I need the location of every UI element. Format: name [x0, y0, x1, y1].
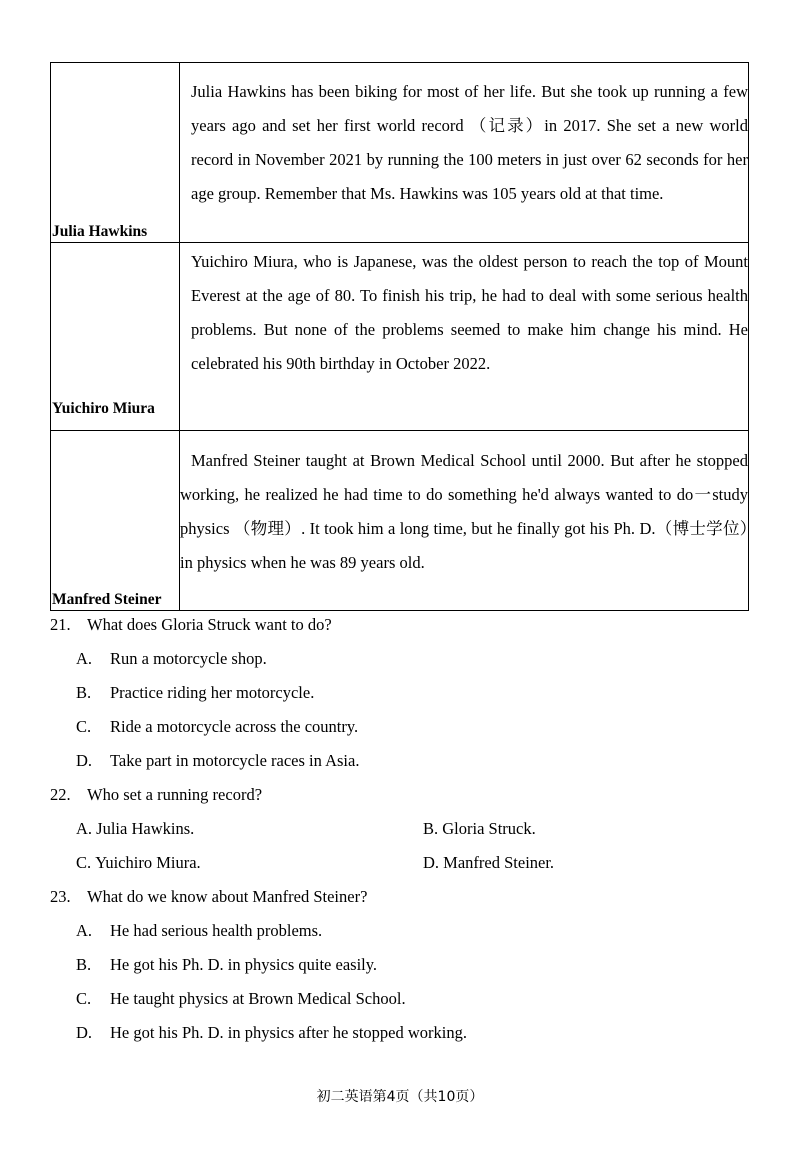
option-text: Take part in motorcycle races in Asia.	[110, 751, 360, 770]
option-letter: A.	[76, 921, 93, 940]
option-letter: C.	[76, 853, 92, 872]
question-number: 23.	[50, 887, 71, 906]
option-letter: B.	[423, 819, 439, 838]
profiles-table	[50, 62, 749, 611]
option-text: He had serious health problems.	[110, 921, 323, 940]
option-letter: C.	[76, 717, 92, 736]
option-text: Manfred Steiner.	[443, 853, 555, 872]
person-description-cell	[180, 431, 749, 611]
answer-option	[50, 948, 750, 982]
option-text: Ride a motorcycle across the country.	[110, 717, 359, 736]
question-text: What do we know about Manfred Steiner?	[87, 887, 368, 906]
option-letter: B.	[76, 683, 92, 702]
question	[50, 880, 750, 914]
answer-option	[423, 846, 554, 880]
question-number: 21.	[50, 615, 71, 634]
person-description: Manfred Steiner taught at Brown Medical School until 2000. But after he stopped working, he realized he had time to do something he'd always wanted to do一study physics （物理）. It took him a long time, but he finally got his Ph. D.（博士学位）in physics when he was 89 years old.	[180, 451, 748, 572]
table-row	[51, 243, 749, 431]
table-row	[51, 63, 749, 243]
question	[50, 778, 750, 812]
answer-option	[50, 710, 750, 744]
option-letter: D.	[76, 1023, 93, 1042]
table-row	[51, 431, 749, 611]
answer-option	[50, 914, 750, 948]
option-text: He got his Ph. D. in physics quite easily.	[110, 955, 378, 974]
answer-option	[423, 812, 536, 846]
question-text: What does Gloria Struck want to do?	[87, 615, 332, 634]
option-text: Gloria Struck.	[442, 819, 536, 838]
person-description-cell	[180, 243, 749, 431]
answer-option	[76, 846, 423, 880]
option-letter: B.	[76, 955, 92, 974]
person-name: Yuichiro Miura	[51, 243, 180, 431]
person-description: Julia Hawkins has been biking for most of her life. But she took up running a few years ago and set her first world record （记录）in 2017. She set a new world record in November 2021 by running the 100 meters in just over 62 seconds for her age group. Remember that Ms. Hawkins was 105 years old at that time.	[191, 82, 748, 203]
option-letter: D.	[423, 853, 440, 872]
answer-option	[50, 642, 750, 676]
answer-option-row	[50, 812, 750, 846]
option-letter: C.	[76, 989, 92, 1008]
questions-section	[50, 608, 750, 1050]
option-letter: D.	[76, 751, 93, 770]
person-name: Julia Hawkins	[51, 63, 180, 243]
answer-option	[50, 744, 750, 778]
page-footer: 初二英语第4页（共10页）	[316, 1089, 484, 1105]
person-description: Yuichiro Miura, who is Japanese, was the oldest person to reach the top of Mount Everest at the age of 80. To finish his trip, he had to deal with some serious health problems. But none of the problems seemed to make him change his mind. He celebrated his 90th birthday in October 2022.	[191, 252, 748, 373]
option-text: Julia Hawkins.	[96, 819, 195, 838]
question-text: Who set a running record?	[87, 785, 263, 804]
answer-option	[76, 812, 423, 846]
option-text: Run a motorcycle shop.	[110, 649, 267, 668]
option-text: Practice riding her motorcycle.	[110, 683, 315, 702]
question-number: 22.	[50, 785, 71, 804]
option-letter: A.	[76, 819, 93, 838]
person-description-cell	[180, 63, 749, 243]
option-text: He taught physics at Brown Medical School.	[110, 989, 406, 1008]
answer-option	[50, 1016, 750, 1050]
answer-option-row	[50, 846, 750, 880]
person-name: Manfred Steiner	[51, 431, 180, 611]
answer-option	[50, 982, 750, 1016]
option-text: Yuichiro Miura.	[95, 853, 201, 872]
option-text: He got his Ph. D. in physics after he stopped working.	[110, 1023, 467, 1042]
option-letter: A.	[76, 649, 93, 668]
answer-option	[50, 676, 750, 710]
question	[50, 608, 750, 642]
